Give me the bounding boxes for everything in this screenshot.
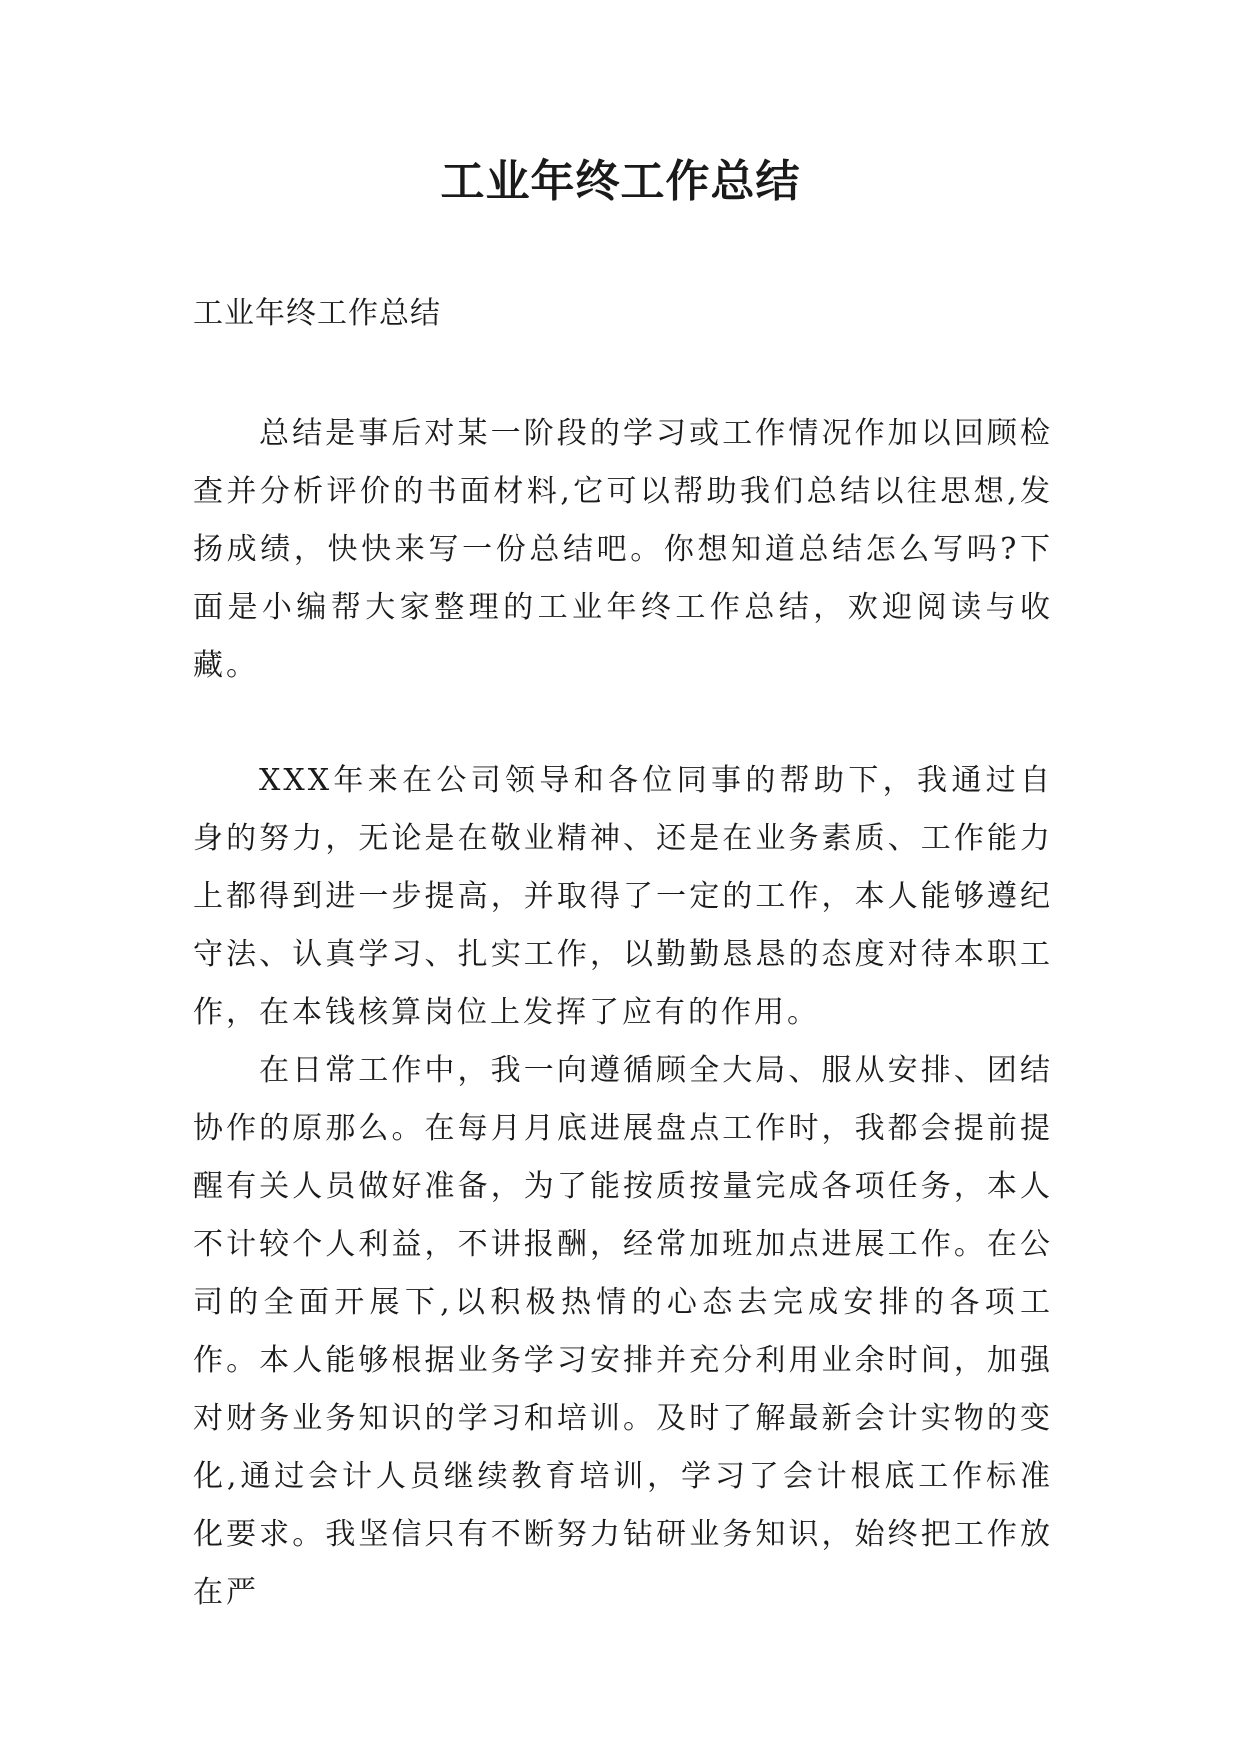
- document-title: 工业年终工作总结: [440, 156, 801, 207]
- paragraph-year-review: XXX年来在公司领导和各位同事的帮助下，我通过自身的努力，无论是在敬业精神、还是在业务素质、工作能力上都得到进一步提高，并取得了一定的工作，本人能够遵纪守法、认真学习、扎实工作，以勤勤恳恳的态度对待本职工作，在本钱核算岗位上发挥了应有的作用。: [193, 763, 1053, 1030]
- paragraph-daily-work: 在日常工作中，我一向遵循顾全大局、服从安排、团结协作的原那么。在每月月底进展盘点工作时，我都会提前提醒有关人员做好准备，为了能按质按量完成各项任务，本人不计较个人利益，不讲报酬，经常加班加点进展工作。在公司的全面开展下,以积极热情的心态去完成安排的各项工作。本人能够根据业务学习安排并充分利用业余时间，加强对财务业务知识的学习和培训。及时了解最新会计实物的变化,通过会计人员继续教育培训，学习了会计根底工作标准化要求。我坚信只有不断努力钻研业务知识，始终把工作放在严: [193, 1053, 1053, 1610]
- document-subtitle: 工业年终工作总结: [193, 296, 441, 331]
- paragraph-intro: 总结是事后对某一阶段的学习或工作情况作加以回顾检查并分析评价的书面材料,它可以帮助我们总结以往思想,发扬成绩，快快来写一份总结吧。你想知道总结怎么写吗?下面是小编帮大家整理的工业年终工作总结，欢迎阅读与收藏。: [193, 416, 1053, 683]
